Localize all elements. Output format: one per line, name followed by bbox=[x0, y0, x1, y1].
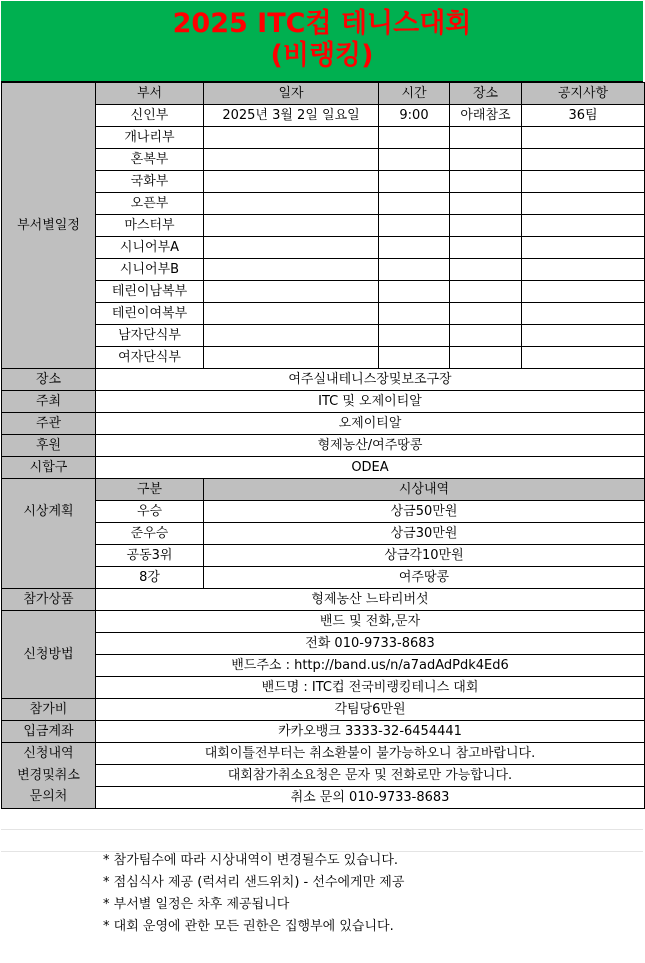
schedule-cell bbox=[379, 127, 450, 149]
division-name: 시니어부A bbox=[96, 237, 204, 259]
schedule-cell bbox=[204, 259, 379, 281]
table-row bbox=[2, 215, 645, 237]
prize-detail: 상금30만원 bbox=[204, 523, 645, 545]
division-name: 테린이남복부 bbox=[96, 281, 204, 303]
division-name: 혼복부 bbox=[96, 149, 204, 171]
schedule-cell bbox=[379, 303, 450, 325]
prize-rank: 공동3위 bbox=[96, 545, 204, 567]
schedule-cell bbox=[450, 193, 522, 215]
schedule-cell bbox=[450, 303, 522, 325]
column-header: 장소 bbox=[450, 83, 522, 105]
note-item: * 대회 운영에 관한 모든 권한은 집행부에 있습니다. bbox=[103, 919, 394, 934]
schedule-cell bbox=[204, 347, 379, 369]
schedule-cell bbox=[450, 215, 522, 237]
info-label: 장소 bbox=[2, 369, 96, 391]
table-row bbox=[2, 457, 645, 479]
info-value: 형제농산/여주땅콩 bbox=[96, 435, 645, 457]
note-item: * 부서별 일정은 차후 제공됩니다 bbox=[103, 897, 290, 912]
schedule-cell bbox=[522, 171, 645, 193]
division-name: 시니어부B bbox=[96, 259, 204, 281]
schedule-cell bbox=[204, 215, 379, 237]
schedule-cell bbox=[450, 149, 522, 171]
table-row bbox=[2, 523, 645, 545]
changes-line: 대회이틀전부터는 취소환불이 불가능하오니 참고바랍니다. bbox=[96, 743, 645, 765]
table-row bbox=[2, 303, 645, 325]
schedule-cell bbox=[450, 237, 522, 259]
table-row bbox=[2, 259, 645, 281]
empty-label-cell bbox=[2, 523, 96, 545]
schedule-cell bbox=[522, 127, 645, 149]
column-header: 공지사항 bbox=[522, 83, 645, 105]
table-row bbox=[2, 83, 645, 105]
prize-rank: 8강 bbox=[96, 567, 204, 589]
fee-label: 참가비 bbox=[2, 699, 96, 721]
note-item: * 점심식사 제공 (럭셔리 샌드위치) - 선수에게만 제공 bbox=[103, 875, 405, 890]
schedule-cell bbox=[522, 149, 645, 171]
section-label-schedule: 부서별일정 bbox=[2, 83, 96, 369]
table-row bbox=[2, 413, 645, 435]
schedule-cell bbox=[450, 127, 522, 149]
info-value: ODEA bbox=[96, 457, 645, 479]
schedule-cell bbox=[379, 281, 450, 303]
schedule-cell: 36팀 bbox=[522, 105, 645, 127]
schedule-cell bbox=[522, 347, 645, 369]
info-value: 오제이티알 bbox=[96, 413, 645, 435]
schedule-cell bbox=[522, 303, 645, 325]
table-row bbox=[2, 567, 645, 589]
division-name: 오픈부 bbox=[96, 193, 204, 215]
schedule-cell bbox=[450, 325, 522, 347]
schedule-cell bbox=[522, 281, 645, 303]
prize-detail: 상금각10만원 bbox=[204, 545, 645, 567]
table-row bbox=[2, 699, 645, 721]
prize-rank: 준우승 bbox=[96, 523, 204, 545]
table-row bbox=[2, 193, 645, 215]
title-line-1: 2025 ITC컵 테니스대회 bbox=[172, 8, 472, 39]
table-row bbox=[2, 545, 645, 567]
schedule-cell bbox=[522, 215, 645, 237]
table-row bbox=[2, 611, 645, 633]
table-row bbox=[2, 787, 645, 809]
schedule-cell bbox=[204, 193, 379, 215]
section-label-prize: 시상계획 bbox=[2, 501, 96, 523]
schedule-cell bbox=[522, 259, 645, 281]
prize-detail: 여주땅콩 bbox=[204, 567, 645, 589]
empty-label-cell bbox=[2, 567, 96, 589]
table-row bbox=[2, 633, 645, 655]
schedule-cell: 아래참조 bbox=[450, 105, 522, 127]
table-row bbox=[2, 391, 645, 413]
schedule-cell bbox=[204, 127, 379, 149]
table-row bbox=[2, 127, 645, 149]
info-table bbox=[1, 82, 645, 809]
division-name: 국화부 bbox=[96, 171, 204, 193]
table-row bbox=[2, 479, 645, 501]
schedule-cell bbox=[450, 171, 522, 193]
table-row bbox=[2, 765, 645, 787]
title-line-2: (비랭킹) bbox=[270, 40, 374, 71]
info-label: 후원 bbox=[2, 435, 96, 457]
schedule-cell bbox=[450, 347, 522, 369]
division-name: 마스터부 bbox=[96, 215, 204, 237]
apply-label: 신청방법 bbox=[2, 611, 96, 699]
prize-detail: 상금50만원 bbox=[204, 501, 645, 523]
title-banner bbox=[1, 1, 643, 82]
apply-line: 전화 010-9733-8683 bbox=[96, 633, 645, 655]
changes-line: 취소 문의 010-9733-8683 bbox=[96, 787, 645, 809]
info-label: 시합구 bbox=[2, 457, 96, 479]
notes-list bbox=[103, 850, 404, 938]
schedule-cell bbox=[379, 259, 450, 281]
division-name: 남자단식부 bbox=[96, 325, 204, 347]
column-header: 시간 bbox=[379, 83, 450, 105]
table-row bbox=[2, 105, 645, 127]
schedule-cell bbox=[204, 171, 379, 193]
schedule-cell bbox=[379, 149, 450, 171]
table-row bbox=[2, 743, 645, 765]
schedule-cell bbox=[379, 347, 450, 369]
table-row bbox=[2, 589, 645, 611]
schedule-cell bbox=[450, 259, 522, 281]
column-header: 부서 bbox=[96, 83, 204, 105]
table-row bbox=[2, 369, 645, 391]
column-header: 구분 bbox=[96, 479, 204, 501]
apply-line: 밴드명 : ITC컵 전국비랭킹테니스 대회 bbox=[96, 677, 645, 699]
schedule-cell bbox=[379, 171, 450, 193]
apply-line: 밴드 및 전화,문자 bbox=[96, 611, 645, 633]
schedule-cell bbox=[379, 215, 450, 237]
schedule-cell: 9:00 bbox=[379, 105, 450, 127]
gift-value: 형제농산 느타리버섯 bbox=[96, 589, 645, 611]
info-value: ITC 및 오제이티알 bbox=[96, 391, 645, 413]
division-name: 여자단식부 bbox=[96, 347, 204, 369]
table-row bbox=[2, 435, 645, 457]
table-row bbox=[2, 501, 645, 523]
schedule-cell bbox=[204, 325, 379, 347]
table-row bbox=[2, 655, 645, 677]
note-item: * 참가팀수에 따라 시상내역이 변경될수도 있습니다. bbox=[103, 853, 399, 868]
column-header: 일자 bbox=[204, 83, 379, 105]
schedule-cell bbox=[204, 237, 379, 259]
schedule-cell bbox=[379, 193, 450, 215]
table-row bbox=[2, 281, 645, 303]
prize-rank: 우승 bbox=[96, 501, 204, 523]
schedule-cell bbox=[379, 325, 450, 347]
table-row bbox=[2, 677, 645, 699]
division-name: 신인부 bbox=[96, 105, 204, 127]
schedule-cell bbox=[379, 237, 450, 259]
info-value: 여주실내테니스장및보조구장 bbox=[96, 369, 645, 391]
column-header: 시상내역 bbox=[204, 479, 645, 501]
division-name: 개나리부 bbox=[96, 127, 204, 149]
account-value: 카카오뱅크 3333-32-6454441 bbox=[96, 721, 645, 743]
schedule-cell bbox=[522, 193, 645, 215]
account-label: 입금계좌 bbox=[2, 721, 96, 743]
info-label: 주최 bbox=[2, 391, 96, 413]
fee-value: 각팀당6만원 bbox=[96, 699, 645, 721]
table-row bbox=[2, 237, 645, 259]
schedule-cell bbox=[522, 325, 645, 347]
schedule-cell bbox=[204, 281, 379, 303]
division-name: 테린이여복부 bbox=[96, 303, 204, 325]
apply-line: 밴드주소 : http://band.us/n/a7adAdPdk4Ed6 bbox=[96, 655, 645, 677]
blank-rows bbox=[1, 808, 643, 852]
table-row bbox=[2, 721, 645, 743]
table-row bbox=[2, 171, 645, 193]
gift-label: 참가상품 bbox=[2, 589, 96, 611]
schedule-cell bbox=[450, 281, 522, 303]
schedule-cell bbox=[204, 303, 379, 325]
empty-label-cell bbox=[2, 545, 96, 567]
changes-label: 신청내역 bbox=[2, 743, 96, 765]
schedule-cell bbox=[204, 149, 379, 171]
table-row bbox=[2, 347, 645, 369]
schedule-cell bbox=[522, 237, 645, 259]
table-row bbox=[2, 325, 645, 347]
changes-label: 문의처 bbox=[2, 787, 96, 809]
empty-label-cell bbox=[2, 479, 96, 501]
schedule-cell: 2025년 3월 2일 일요일 bbox=[204, 105, 379, 127]
changes-label: 변경및취소 bbox=[2, 765, 96, 787]
changes-line: 대회참가취소요청은 문자 및 전화로만 가능합니다. bbox=[96, 765, 645, 787]
info-label: 주관 bbox=[2, 413, 96, 435]
table-row bbox=[2, 149, 645, 171]
